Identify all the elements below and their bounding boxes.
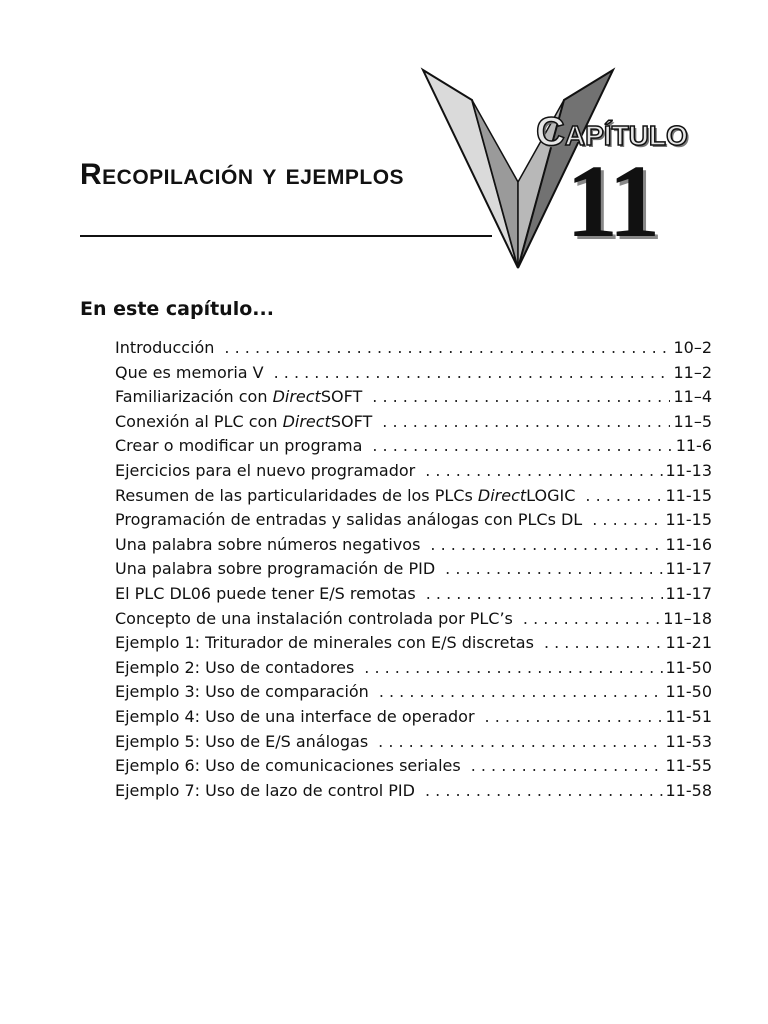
- toc-entry-label: Una palabra sobre números negativos: [115, 534, 421, 554]
- toc-page-number: 11-15: [665, 485, 712, 505]
- dot-leader: [382, 412, 670, 431]
- chapter-title: Recopilación y ejemplos: [80, 158, 405, 191]
- dot-leader: [585, 486, 662, 505]
- toc-page-number: 11–18: [663, 608, 712, 628]
- toc-page-number: 11-6: [675, 436, 712, 456]
- toc-entry[interactable]: [115, 461, 712, 486]
- dot-leader: [274, 363, 671, 382]
- toc-entry[interactable]: [115, 609, 712, 634]
- toc-page-number: 11-50: [665, 657, 712, 677]
- toc-entry-label: Una palabra sobre programación de PID: [115, 559, 436, 579]
- dot-leader: [430, 535, 662, 554]
- dot-leader: [379, 682, 663, 701]
- toc-entry-label: Conexión al PLC con DirectSOFT: [115, 411, 373, 431]
- table-of-contents: [115, 338, 712, 805]
- toc-entry-label: Que es memoria V: [115, 362, 264, 382]
- toc-entry-label: Crear o modificar un programa: [115, 436, 363, 456]
- chapter-number: 11: [566, 144, 657, 259]
- toc-entry-label: Ejemplo 5: Uso de E/S análogas: [115, 731, 369, 751]
- toc-page-number: 11-15: [665, 510, 712, 530]
- toc-page-number: 11-13: [665, 460, 712, 480]
- dot-leader: [425, 461, 662, 480]
- dot-leader: [224, 338, 670, 357]
- dot-leader: [592, 510, 662, 529]
- toc-entry[interactable]: [115, 633, 712, 658]
- dot-leader: [378, 732, 662, 751]
- toc-entry-label: Ejemplo 1: Triturador de minerales con E/S discretas: [115, 633, 534, 653]
- toc-entry[interactable]: [115, 387, 712, 412]
- toc-entry[interactable]: [115, 510, 712, 535]
- dot-leader: [425, 781, 663, 800]
- toc-entry[interactable]: [115, 756, 712, 781]
- toc-entry[interactable]: [115, 535, 712, 560]
- toc-entry[interactable]: [115, 707, 712, 732]
- toc-page-number: 11-17: [665, 559, 712, 579]
- toc-page-number: 11-55: [665, 756, 712, 776]
- dot-leader: [364, 658, 662, 677]
- chapter-label: Capítulo: [536, 110, 688, 154]
- toc-entry-label: Introducción: [115, 338, 215, 357]
- toc-page-number: 11-53: [665, 731, 712, 751]
- toc-entry-label: Resumen de las particularidades de los PLCs DirectLOGIC: [115, 485, 576, 505]
- toc-entry[interactable]: [115, 363, 712, 388]
- dot-leader: [372, 387, 670, 406]
- toc-page-number: 11-16: [665, 534, 712, 554]
- toc-entry-label: Familiarización con DirectSOFT: [115, 387, 363, 407]
- toc-page-number: 10–2: [673, 338, 712, 357]
- toc-entry[interactable]: [115, 658, 712, 683]
- toc-entry[interactable]: [115, 584, 712, 609]
- toc-entry[interactable]: [115, 781, 712, 806]
- toc-entry[interactable]: [115, 338, 712, 363]
- toc-entry-label: Ejemplo 7: Uso de lazo de control PID: [115, 780, 415, 800]
- dot-leader: [544, 633, 663, 652]
- toc-entry[interactable]: [115, 436, 712, 461]
- dot-leader: [372, 436, 672, 455]
- toc-entry[interactable]: [115, 732, 712, 757]
- toc-page-number: 11–5: [673, 411, 712, 431]
- toc-entry[interactable]: [115, 559, 712, 584]
- toc-page-number: 11–4: [673, 387, 712, 407]
- toc-entry-label: El PLC DL06 puede tener E/S remotas: [115, 583, 416, 603]
- toc-entry-label: Programación de entradas y salidas análogas con PLCs DL: [115, 510, 583, 530]
- section-heading: En este capítulo...: [80, 298, 274, 320]
- toc-page-number: 11-58: [665, 780, 712, 800]
- toc-entry[interactable]: [115, 486, 712, 511]
- toc-entry[interactable]: [115, 682, 712, 707]
- dot-leader: [426, 584, 663, 603]
- toc-entry-label: Ejemplo 4: Uso de una interface de operador: [115, 706, 475, 726]
- toc-page-number: 11-50: [665, 682, 712, 702]
- dot-leader: [471, 756, 663, 775]
- toc-page-number: 11–2: [673, 362, 712, 382]
- toc-entry-label: Ejercicios para el nuevo programador: [115, 460, 416, 480]
- toc-page-number: 11-51: [665, 706, 712, 726]
- dot-leader: [485, 707, 663, 726]
- toc-entry-label: Ejemplo 2: Uso de contadores: [115, 657, 355, 677]
- toc-entry-label: Concepto de una instalación controlada por PLC’s: [115, 608, 513, 628]
- dot-leader: [445, 559, 662, 578]
- toc-page-number: 11-17: [665, 583, 712, 603]
- toc-entry-label: Ejemplo 3: Uso de comparación: [115, 682, 369, 702]
- dot-leader: [523, 609, 660, 628]
- toc-entry-label: Ejemplo 6: Uso de comunicaciones seriales: [115, 756, 461, 776]
- toc-page-number: 11-21: [665, 633, 712, 653]
- toc-entry[interactable]: [115, 412, 712, 437]
